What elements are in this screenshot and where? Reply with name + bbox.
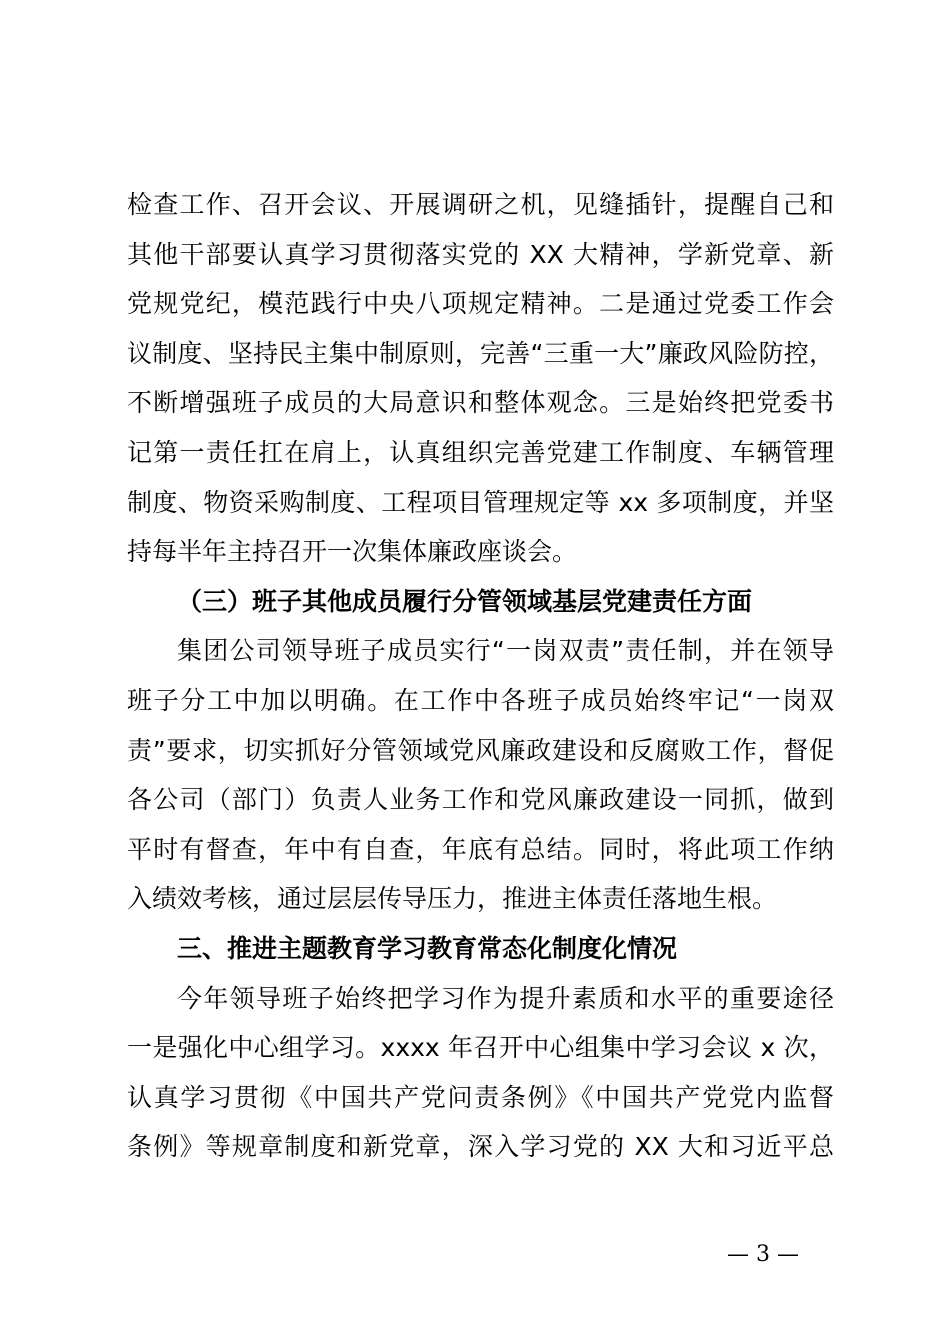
text-line: 平时有督查，年中有自查，年底有总结。同时，将此项工作纳 [127, 834, 834, 864]
text-line: 入绩效考核，通过层层传导压力，推进主体责任落地生根。 [127, 884, 778, 914]
text-line: 党规党纪，模范践行中央八项规定精神。二是通过党委工作会 [127, 289, 834, 319]
text-line: 今年领导班子始终把学习作为提升素质和水平的重要途径 [177, 983, 834, 1013]
text-line: 议制度、坚持民主集中制原则，完善“三重一大”廉政风险防控， [127, 338, 834, 368]
text-line: 条例》等规章制度和新党章，深入学习党的 XX 大和习近平总 [127, 1132, 834, 1162]
text-line: 不断增强班子成员的大局意识和整体观念。三是始终把党委书 [127, 388, 834, 418]
page-number: — 3 — [727, 1242, 799, 1267]
body-text [127, 180, 834, 1172]
text-line: 责”要求，切实抓好分管领域党风廉政建设和反腐败工作，督促 [127, 735, 834, 765]
text-line: 班子分工中加以明确。在工作中各班子成员始终牢记“一岗双 [127, 685, 834, 715]
text-line: 制度、物资采购制度、工程项目管理规定等 xx 多项制度，并坚 [127, 487, 834, 517]
section-heading: （三）班子其他成员履行分管领域基层党建责任方面 [177, 586, 753, 616]
text-line: 集团公司领导班子成员实行“一岗双责”责任制，并在领导 [177, 636, 834, 666]
text-line: 认真学习贯彻《中国共产党问责条例》《中国共产党党内监督 [127, 1082, 834, 1112]
text-line: 一是强化中心组学习。xxxx 年召开中心组集中学习会议 x 次， [127, 1033, 834, 1063]
text-line: 记第一责任扛在肩上，认真组织完善党建工作制度、车辆管理 [127, 437, 834, 467]
text-line: 持每半年主持召开一次集体廉政座谈会。 [127, 537, 578, 567]
section-heading: 三、推进主题教育学习教育常态化制度化情况 [177, 933, 678, 963]
text-line: 其他干部要认真学习贯彻落实党的 XX 大精神，学新党章、新 [127, 239, 834, 269]
text-line: 各公司（部门）负责人业务工作和党风廉政建设一同抓，做到 [127, 785, 834, 815]
text-line: 检查工作、召开会议、开展调研之机，见缝插针，提醒自己和 [127, 190, 834, 219]
